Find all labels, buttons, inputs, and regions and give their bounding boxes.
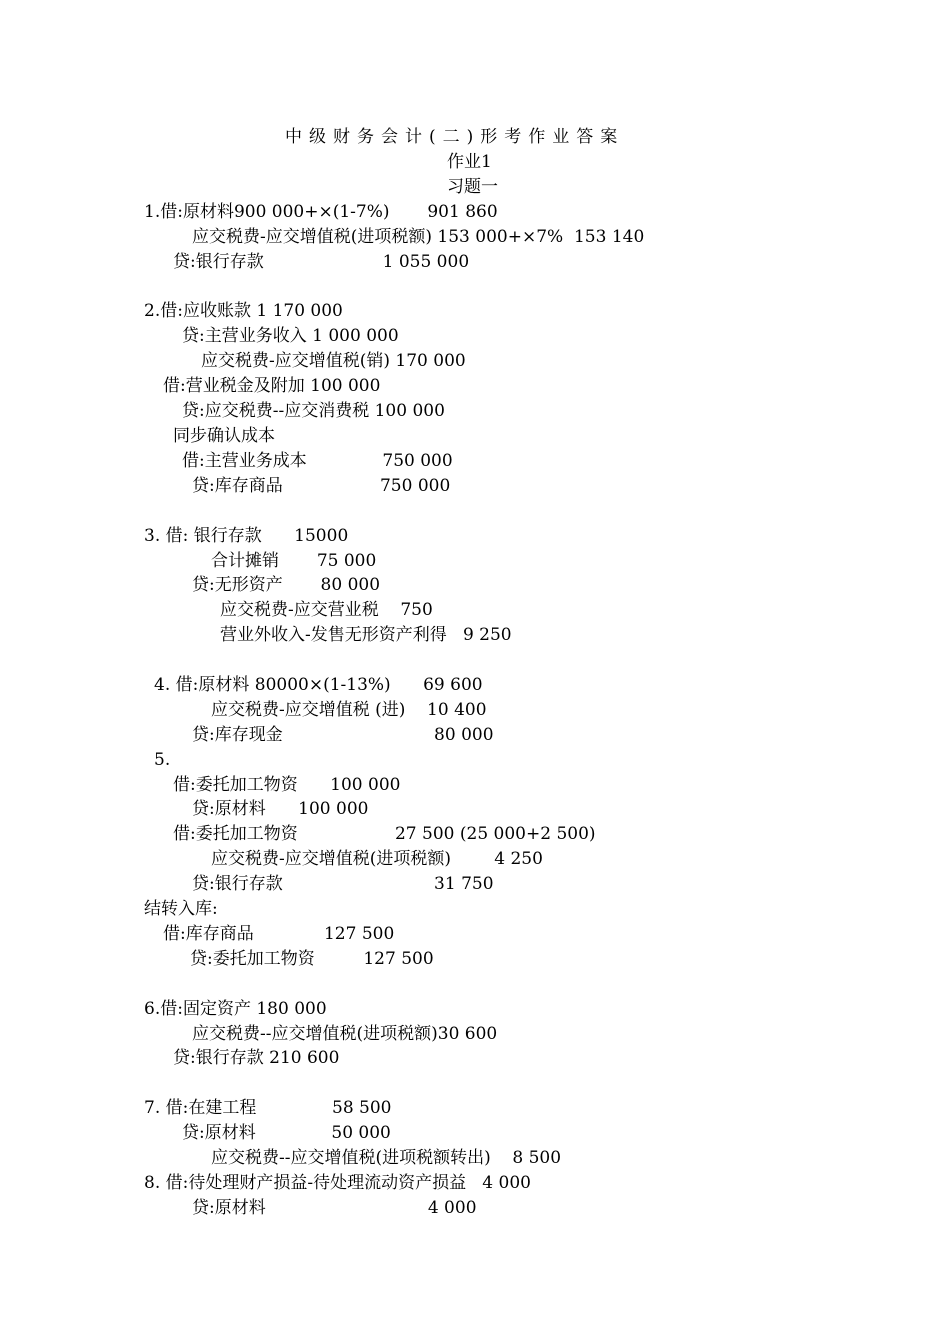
entry-line: 借:库存商品 127 500 (163, 924, 395, 944)
entry-line: 贷:原材料 100 000 (192, 799, 369, 819)
entry-line: 贷:银行存款 210 600 (173, 1048, 340, 1068)
entry-line: 应交税费-应交增值税 (进) 10 400 (211, 700, 487, 720)
entry-line: 贷:主营业务收入 1 000 000 (182, 326, 399, 346)
section-heading: 习题一 (447, 177, 498, 197)
entry-line: 借:营业税金及附加 100 000 (163, 376, 381, 396)
entry-line: 贷:应交税费--应交消费税 100 000 (182, 401, 445, 421)
document-title: 中级财务会计(二)形考作业答案 (285, 127, 625, 147)
entry-line: 借:委托加工物资 27 500 (25 000+2 500) (173, 824, 596, 844)
entry-line: 贷:银行存款 31 750 (192, 874, 494, 894)
entry-line: 贷:原材料 50 000 (182, 1123, 391, 1143)
entry-line: 贷:银行存款 1 055 000 (173, 252, 470, 272)
entry-line: 1.借:原材料900 000+×(1-7%) 901 860 (144, 202, 498, 222)
entry-line: 同步确认成本 (173, 426, 275, 446)
entry-line: 7. 借:在建工程 58 500 (144, 1098, 392, 1118)
entry-line: 8. 借:待处理财产损益-待处理流动资产损益 4 000 (144, 1173, 531, 1193)
entry-line: 应交税费-应交增值税(进项税额) 4 250 (211, 849, 543, 869)
entry-line: 贷:无形资产 80 000 (192, 575, 381, 595)
entry-line: 应交税费--应交增值税(进项税额转出) 8 500 (211, 1148, 562, 1168)
entry-line: 应交税费--应交增值税(进项税额)30 600 (192, 1024, 498, 1044)
entry-line: 5. (154, 750, 171, 770)
entry-line: 应交税费-应交增值税(销) 170 000 (201, 351, 466, 371)
entry-line: 合计摊销 75 000 (211, 551, 377, 571)
entry-line: 贷:委托加工物资 127 500 (190, 949, 434, 969)
entry-line: 应交税费-应交增值税(进项税额) 153 000+×7% 153 140 (192, 227, 645, 247)
entry-line: 贷:库存现金 80 000 (192, 725, 494, 745)
entry-line: 贷:库存商品 750 000 (192, 476, 451, 496)
entry-line: 借:主营业务成本 750 000 (182, 451, 453, 471)
entry-line: 营业外收入-发售无形资产利得 9 250 (220, 625, 512, 645)
entry-line: 应交税费-应交营业税 750 (220, 600, 433, 620)
entry-line: 结转入库: (144, 899, 218, 919)
entry-line: 借:委托加工物资 100 000 (173, 775, 401, 795)
entry-line: 2.借:应收账款 1 170 000 (144, 301, 343, 321)
entry-line: 3. 借: 银行存款 15000 (144, 526, 349, 546)
entry-line: 4. 借:原材料 80000×(1-13%) 69 600 (154, 675, 483, 695)
document-subtitle: 作业1 (447, 152, 492, 172)
entry-line: 贷:原材料 4 000 (192, 1198, 477, 1218)
entry-line: 6.借:固定资产 180 000 (144, 999, 327, 1019)
